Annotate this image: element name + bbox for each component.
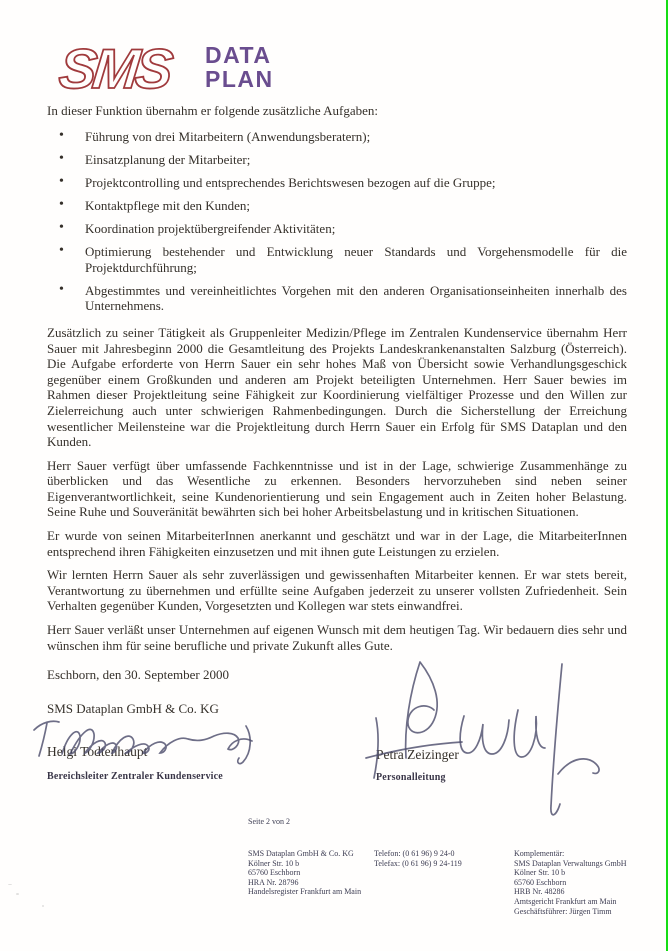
footer-company-column xyxy=(248,849,370,897)
intro-line: In dieser Funktion übernahm er folgende zusätzliche Aufgaben: xyxy=(47,103,379,118)
left-signer-name: Helgi Todtenhaupt xyxy=(47,744,148,759)
footer-phone-column xyxy=(374,849,504,868)
footer-line: Telefax: (0 61 96) 9 24-119 xyxy=(374,858,462,868)
logo-sms-text: SMS xyxy=(56,37,173,100)
bullet-item: • Führung von drei Mitarbeitern (Anwendungsberatern); xyxy=(47,129,627,145)
bullet-item: • Abgestimmtes und vereinheitlichtes Vorgehen mit den anderen Organisationseinheiten innerhalb des Unternehmens. xyxy=(47,283,627,314)
footer-line: HRA Nr. 28796 xyxy=(248,877,299,887)
bullet-item: • Projektcontrolling und entsprechendes Berichtswesen bezogen auf die Gruppe; xyxy=(47,175,627,191)
scan-speckle xyxy=(8,884,12,885)
bullet-item: • Kontaktpflege mit den Kunden; xyxy=(47,198,627,214)
logo-graphic xyxy=(55,36,305,100)
scan-speckle xyxy=(16,893,19,895)
bullet-item: • Einsatzplanung der Mitarbeiter; xyxy=(47,152,627,168)
footer-line: Kölner Str. 10 b xyxy=(248,858,300,868)
signature-helgi-todtenhaupt xyxy=(28,708,278,778)
body-paragraph: Herr Sauer verfügt über umfassende Fachkenntnisse und ist in der Lage, schwierige Zusammenhänge zu überblicken und das Wesentliche zu erkennen. Besonders hervorzuheben sind neben seiner Eigenverantwortlichkeit, seine Kundenorientierung und sein Engagement auch in Zeiten hoher Belastung. Seine Ruhe und Souveränität bewährten sich bei hoher Arbeitsbelastung und in kritischen Situationen. xyxy=(47,457,627,520)
footer-line: 65760 Eschborn xyxy=(248,868,301,878)
right-signer-name: Petra Zeizinger xyxy=(376,747,459,762)
date-line: Eschborn, den 30. September 2000 xyxy=(47,667,229,683)
footer-line: Geschäftsführer: Jürgen Timm xyxy=(514,906,612,916)
footer-line: Kölner Str. 10 b xyxy=(514,868,566,878)
footer-line: SMS Dataplan Verwaltungs GmbH xyxy=(514,858,627,868)
left-signer-title: Bereichsleiter Zentraler Kundenservice xyxy=(47,771,223,782)
page-number-label: Seite 2 von 2 xyxy=(248,817,290,826)
logo-data-text: DATA xyxy=(205,42,272,68)
body-paragraph: Er wurde von seinen MitarbeiterInnen anerkannt und geschätzt und war in der Lage, die MitarbeiterInnen entsprechend ihren Fähigkeiten einzusetzen und mit ihnen gute Leistungen zu erzielen. xyxy=(47,528,627,559)
footer-line: Handelsregister Frankfurt am Main xyxy=(248,887,362,897)
right-signer-title: Personalleitung xyxy=(376,772,446,783)
task-bullet-list xyxy=(47,129,627,314)
footer-line: Amtsgericht Frankfurt am Main xyxy=(514,896,617,906)
logo-plan-text: PLAN xyxy=(205,66,274,92)
letter-body xyxy=(47,103,627,696)
company-name-line: SMS Dataplan GmbH & Co. KG xyxy=(47,701,219,716)
footer-line: Komplementär: xyxy=(514,849,565,858)
body-paragraph: Zusätzlich zu seiner Tätigkeit als Gruppenleiter Medizin/Pflege im Zentralen Kundenservice übernahm Herr Sauer mit Jahresbeginn 2000 die Gesamtleitung des Projekts Landeskrankenanstalten Salzburg (Österreich). Die Aufgabe erforderte von Herrn Sauer ein sehr hohes Maß von Übersicht sowie Verhandlungsgeschick gegenüber einem Großkunden und anderen am Projekt beteiligten Unternehmen. Herr Sauer bewies im Rahmen dieser Projektleitung seine Fähigkeit zur Koordinierung vielfältiger Prozesse und den Willen zur Zielerreichung auch unter schwierigen Rahmenbedingungen. Durch die Sicherstellung der Erreichung wesentlicher Meilensteine war die Projektleitung durch Herrn Sauer ein Erfolg für SMS Dataplan und den Kunden. xyxy=(47,324,627,450)
paragraphs xyxy=(47,325,627,653)
footer-line: 65760 Eschborn xyxy=(514,877,567,887)
footer-line: Telefon: (0 61 96) 9 24-0 xyxy=(374,849,455,858)
footer-legal-column xyxy=(514,849,662,916)
bullet-item: • Optimierung bestehender und Entwicklung neuer Standards und Vorgehensmodelle für die Projektdurchführung; xyxy=(47,244,627,275)
footer-line: SMS Dataplan GmbH & Co. KG xyxy=(248,849,354,858)
scan-speckle xyxy=(42,905,44,907)
body-paragraph: Wir lernten Herrn Sauer als sehr zuverlässigen und gewissenhaften Mitarbeiter kennen. Er war stets bereit, Verantwortung zu übernehmen und erfüllte seine Aufgaben jederzeit zu unserer vollsten Zufriedenheit. Sein Verhalten gegenüber Kunden, Vorgesetzten und Kollegen war stets einwandfrei. xyxy=(47,567,627,614)
body-paragraph: Herr Sauer verläßt unser Unternehmen auf eigenen Wunsch mit dem heutigen Tag. Wir bedauern dies sehr und wünschen ihm für seine berufliche und private Zukunft alles Gute. xyxy=(47,622,627,653)
footer-line: HRB Nr. 48286 xyxy=(514,887,565,897)
sms-dataplan-logo xyxy=(55,36,305,100)
bullet-item: • Koordination projektübergreifender Aktivitäten; xyxy=(47,221,627,237)
scanner-edge-artifact xyxy=(666,0,668,951)
